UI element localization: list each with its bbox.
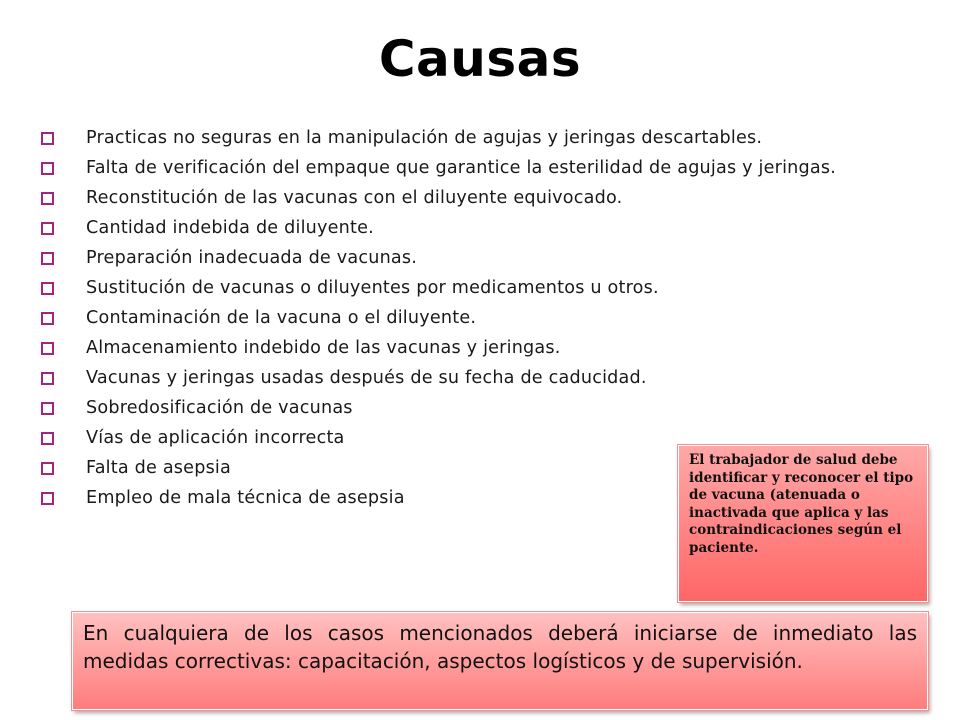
list-item	[36, 396, 916, 420]
list-item	[36, 336, 916, 360]
list-item-text: Falta de asepsia	[86, 458, 232, 478]
list-item	[36, 306, 916, 330]
list-item-text: Preparación inadecuada de vacunas.	[86, 248, 418, 268]
square-bullet-icon	[41, 312, 54, 325]
list-item	[36, 276, 916, 300]
list-item-text: Falta de verificación del empaque que garantice la esterilidad de agujas y jeringas.	[86, 158, 837, 178]
list-item	[36, 186, 916, 210]
list-item-text: Sustitución de vacunas o diluyentes por medicamentos u otros.	[86, 278, 659, 298]
list-item-text: Vías de aplicación incorrecta	[86, 428, 345, 448]
summary-text: En cualquiera de los casos mencionados deberá iniciarse de inmediato las medidas correctivas: capacitación, aspectos logísticos y de supervisión.	[83, 621, 917, 673]
list-item-text: Almacenamiento indebido de las vacunas y jeringas.	[86, 338, 561, 358]
list-item-text: Cantidad indebida de diluyente.	[86, 218, 374, 238]
square-bullet-icon	[41, 372, 54, 385]
square-bullet-icon	[41, 282, 54, 295]
list-item-text: Contaminación de la vacuna o el diluyente.	[86, 308, 477, 328]
square-bullet-icon	[41, 222, 54, 235]
list-item-text: Vacunas y jeringas usadas después de su fecha de caducidad.	[86, 368, 647, 388]
square-bullet-icon	[41, 492, 54, 505]
square-bullet-icon	[41, 342, 54, 355]
square-bullet-icon	[41, 402, 54, 415]
callout-box	[678, 445, 928, 602]
list-item	[36, 156, 916, 180]
list-item	[36, 246, 916, 270]
square-bullet-icon	[41, 432, 54, 445]
square-bullet-icon	[41, 252, 54, 265]
square-bullet-icon	[41, 132, 54, 145]
square-bullet-icon	[41, 462, 54, 475]
list-item-text: Practicas no seguras en la manipulación de agujas y jeringas descartables.	[86, 128, 763, 148]
list-item-text: Reconstitución de las vacunas con el diluyente equivocado.	[86, 188, 623, 208]
list-item	[36, 366, 916, 390]
list-item	[36, 216, 916, 240]
list-item-text: Empleo de mala técnica de asepsia	[86, 488, 405, 508]
list-item-text: Sobredosificación de vacunas	[86, 398, 353, 418]
callout-text: El trabajador de salud debe identificar y reconocer el tipo de vacuna (atenuada o inactivada que aplica y las contraindicaciones según el paciente.	[689, 452, 914, 556]
summary-box	[72, 612, 928, 710]
list-item	[36, 126, 916, 150]
slide-title: Causas	[378, 30, 582, 88]
square-bullet-icon	[41, 162, 54, 175]
square-bullet-icon	[41, 192, 54, 205]
